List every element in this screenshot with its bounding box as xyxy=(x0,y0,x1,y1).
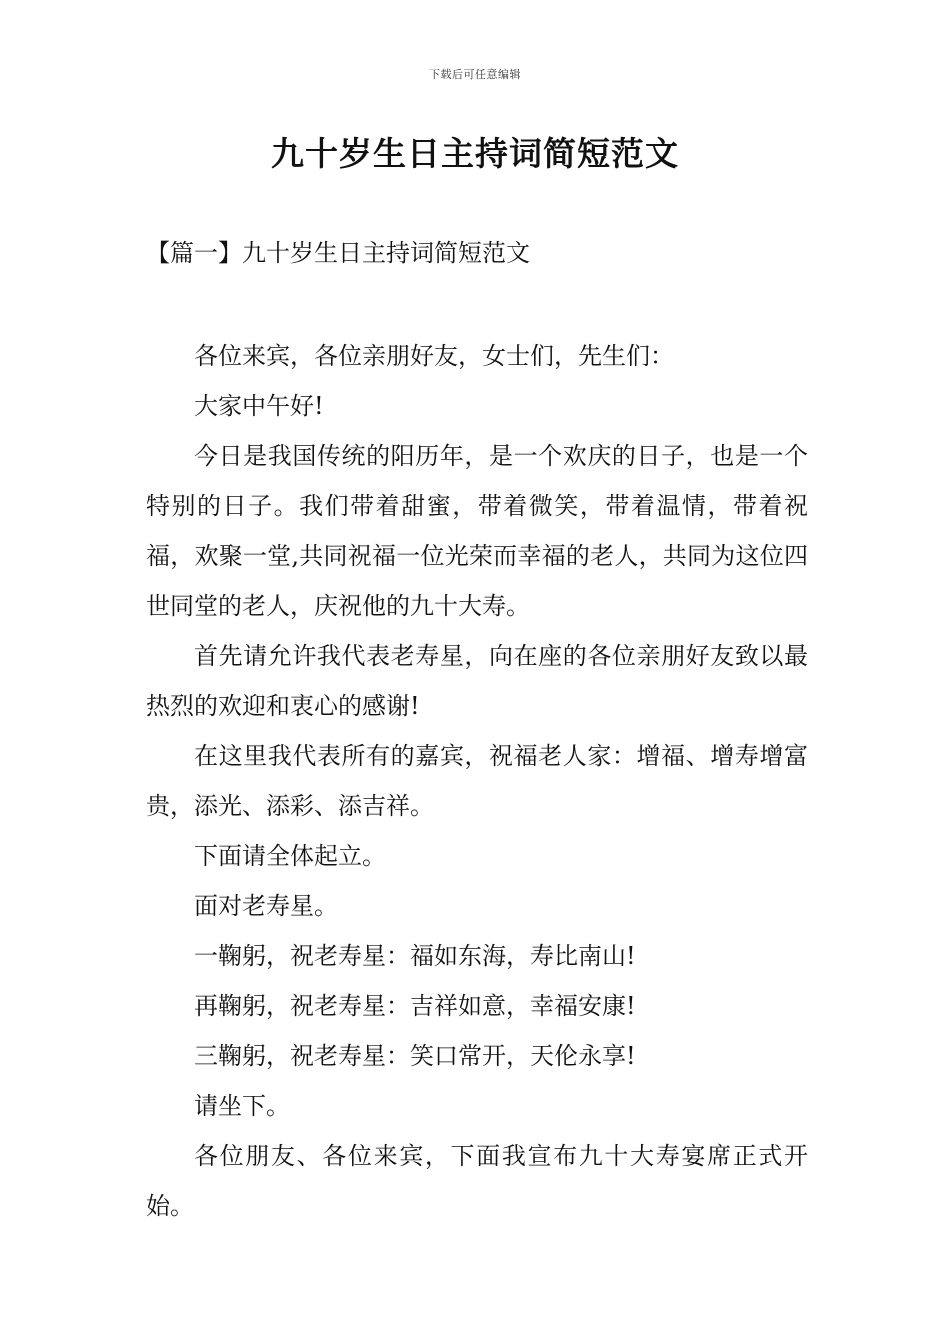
section-heading: 【篇一】九十岁生日主持词简短范文 xyxy=(146,239,530,267)
paragraph: 请坐下。 xyxy=(194,1092,290,1120)
paragraph: 再鞠躬，祝老寿星：吉祥如意，幸福安康! xyxy=(194,992,636,1020)
paragraph: 在这里我代表所有的嘉宾，祝福老人家：增福、增寿增富贵，添光、添彩、添吉祥。 xyxy=(146,742,808,820)
paragraph: 各位朋友、各位来宾，下面我宣布九十大寿宴席正式开始。 xyxy=(146,1142,808,1220)
paragraph: 首先请允许我代表老寿星，向在座的各位亲朋好友致以最热烈的欢迎和衷心的感谢! xyxy=(146,642,808,720)
paragraph: 大家中午好! xyxy=(194,392,324,420)
paragraph: 面对老寿星。 xyxy=(194,892,338,920)
paragraph: 三鞠躬，祝老寿星：笑口常开，天伦永享! xyxy=(194,1042,636,1070)
paragraph: 下面请全体起立。 xyxy=(194,842,386,870)
paragraph: 今日是我国传统的阳历年，是一个欢庆的日子，也是一个特别的日子。我们带着甜蜜，带着微笑，带着温情，带着祝福，欢聚一堂,共同祝福一位光荣而幸福的老人，共同为这位四世同堂的老人，庆祝他的九十大寿。 xyxy=(146,442,808,620)
document-title: 九十岁生日主持词简短范文 xyxy=(271,134,679,173)
header-note: 下载后可任意编辑 xyxy=(429,68,521,81)
document-body xyxy=(146,331,808,1231)
paragraph: 一鞠躬，祝老寿星：福如东海，寿比南山! xyxy=(194,942,636,970)
paragraph: 各位来宾，各位亲朋好友，女士们，先生们： xyxy=(194,342,674,370)
